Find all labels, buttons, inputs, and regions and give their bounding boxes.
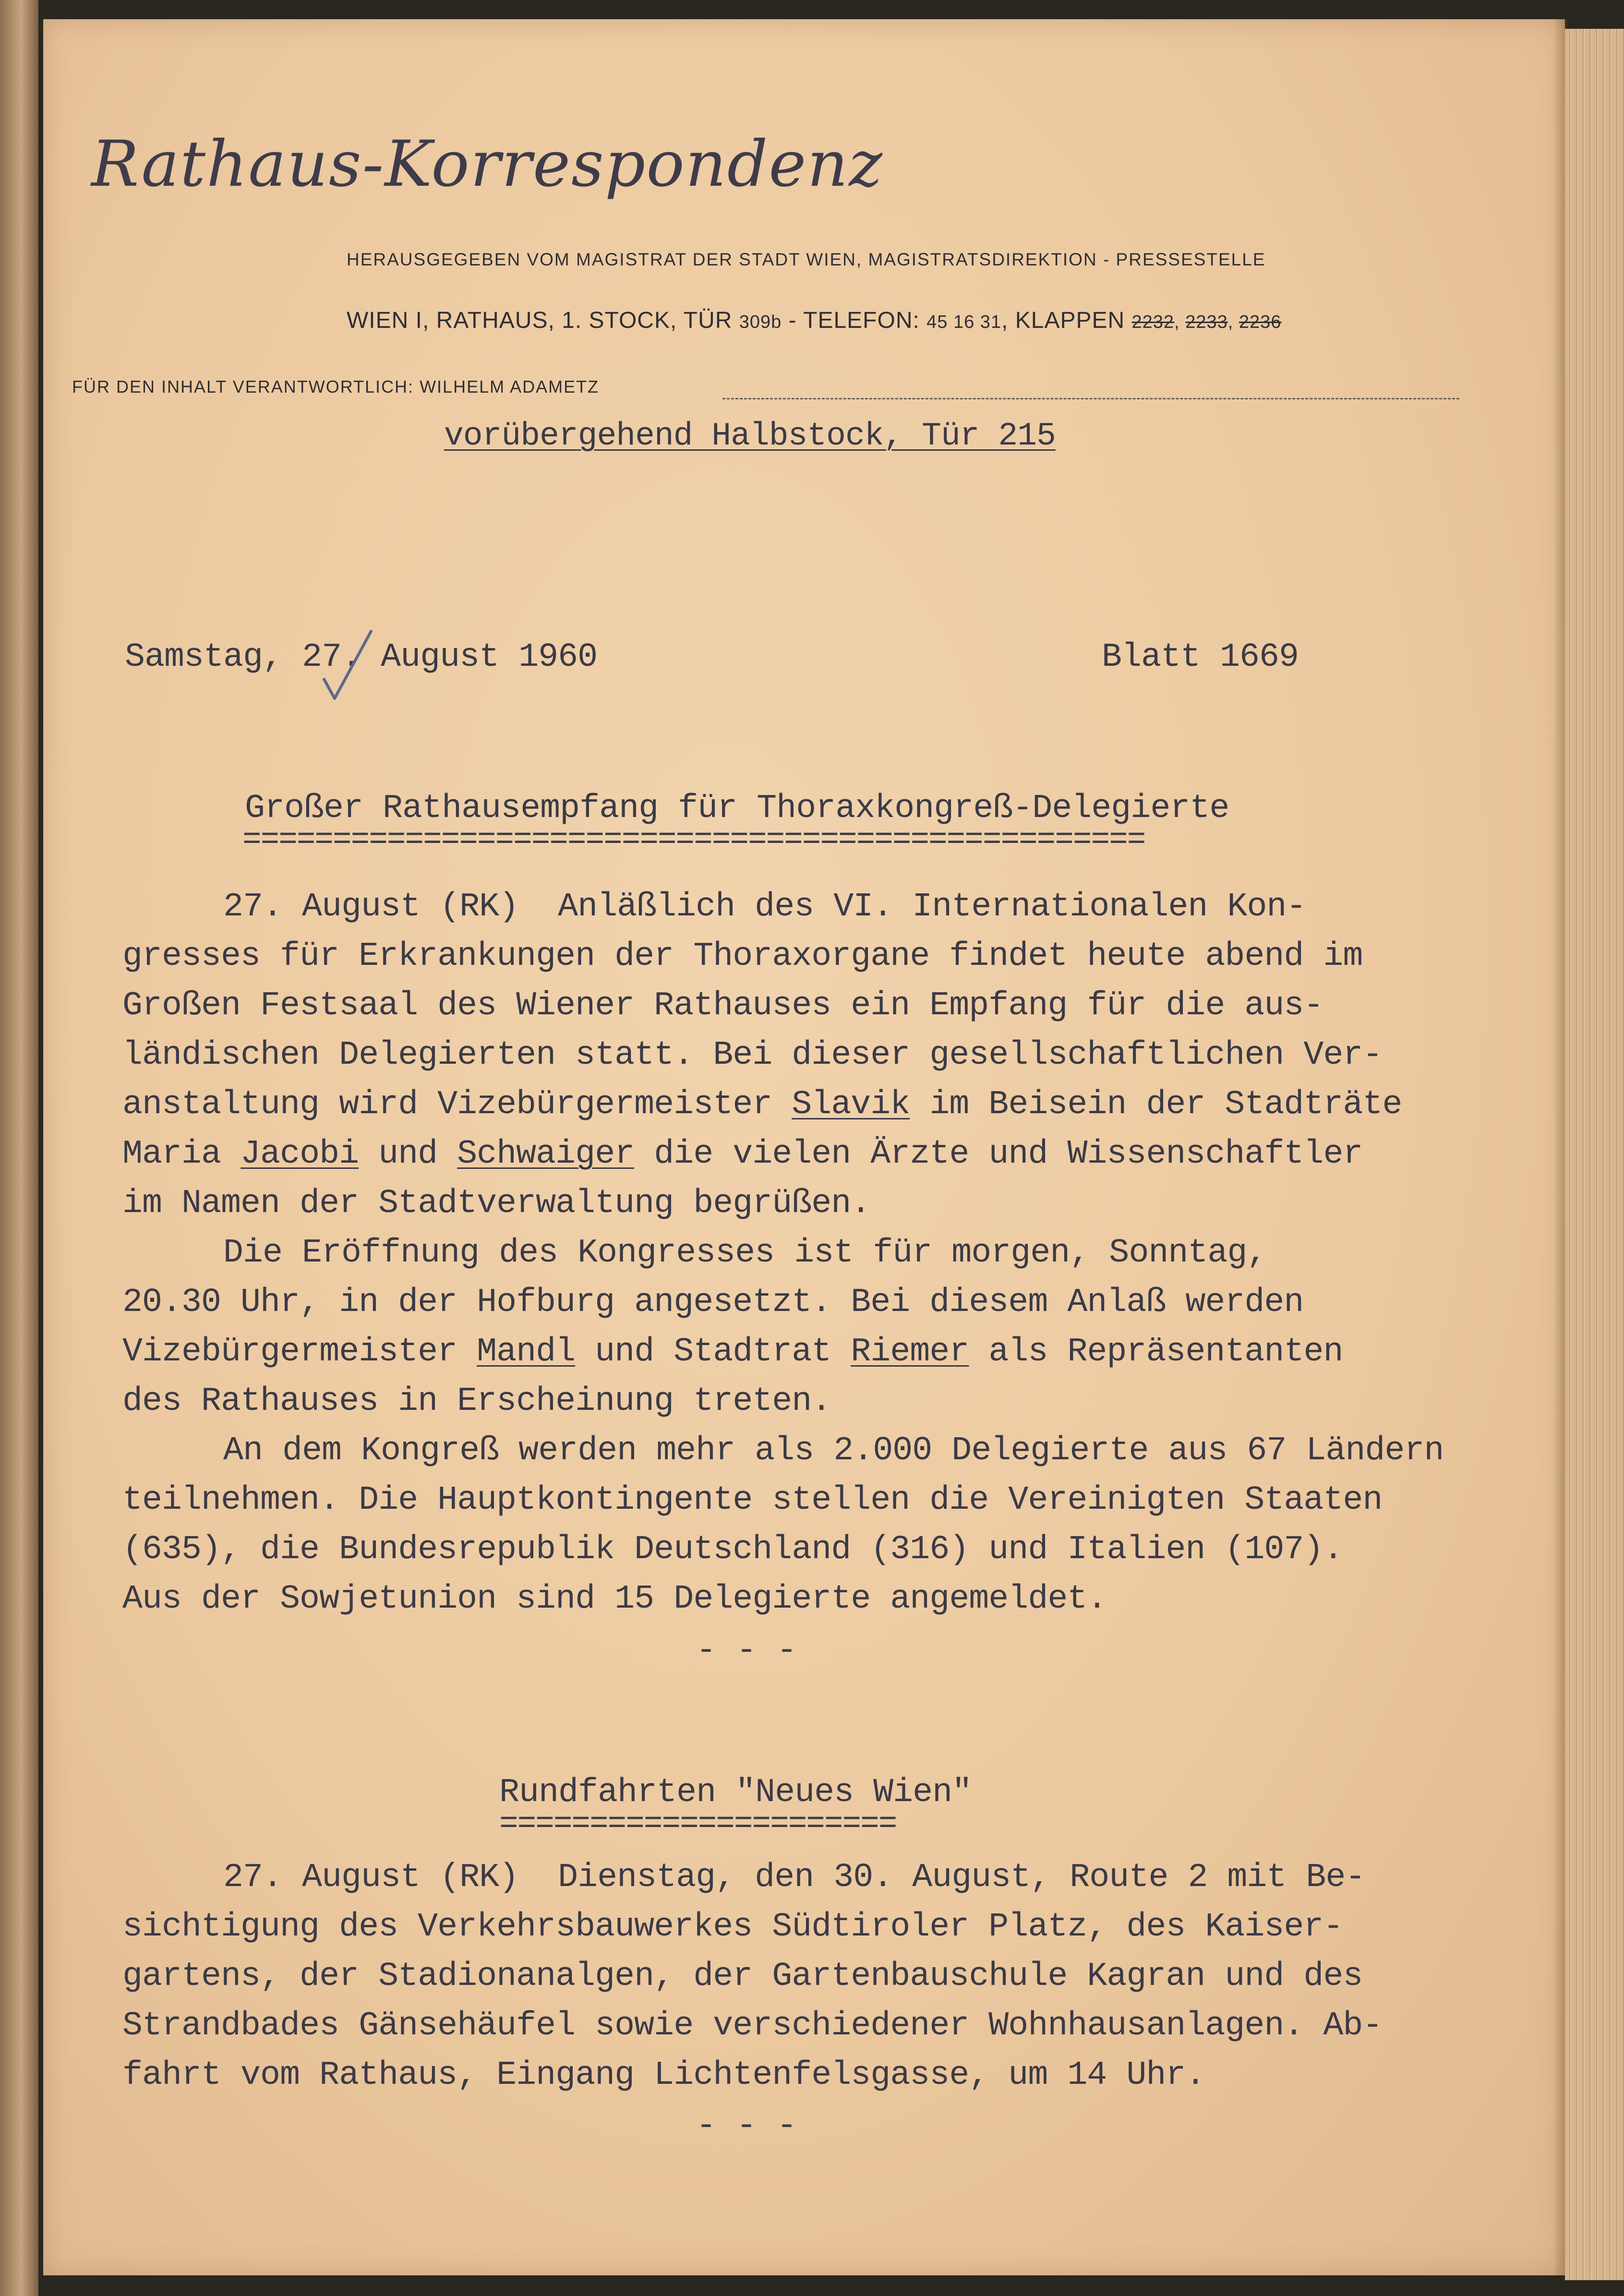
article-1-line — [122, 1135, 1362, 1173]
phone-number: 45 16 31 — [926, 312, 1002, 332]
name-schwaiger: Schwaiger — [457, 1135, 635, 1173]
address-part-b: - TELEFON: — [782, 308, 927, 333]
address-part-a: WIEN I, RATHAUS, 1. STOCK, TÜR — [347, 308, 739, 333]
text-span: Maria — [122, 1135, 241, 1173]
name-riemer: Riemer — [851, 1333, 969, 1371]
previous-page-edge — [0, 0, 38, 2296]
publisher-line: HERAUSGEGEBEN VOM MAGISTRAT DER STADT WIEN, MAGISTRATSDIREKTION - PRESSESTELLE — [347, 250, 1266, 269]
date-line: Samstag, 27. August 1960 — [125, 638, 598, 676]
article-1-headline-underline: ================================================== — [242, 822, 1145, 858]
article-2-line: sichtigung des Verkehrsbauwerkes Südtiroler Platz, des Kaiser- — [122, 1908, 1343, 1946]
text-span: die vielen Ärzte und Wissenschaftler — [634, 1135, 1363, 1173]
article-1-line — [122, 1086, 1402, 1124]
room-number: 309b — [739, 312, 782, 332]
name-mandl: Mandl — [477, 1333, 576, 1371]
klappe-1: 2232 — [1131, 312, 1175, 332]
article-1-line: des Rathauses in Erscheinung treten. — [122, 1382, 831, 1420]
article-1-line: gresses für Erkrankungen der Thoraxorgane findet heute abend im — [122, 938, 1363, 975]
masthead-title: Rathaus-Korrespondenz — [91, 127, 883, 201]
text-span: im Beisein der Stadträte — [910, 1086, 1402, 1124]
text-span: als Repräsentanten — [969, 1333, 1343, 1371]
sheet-number: Blatt 1669 — [1102, 638, 1299, 676]
pencil-check-mark — [319, 626, 377, 703]
article-1-line: teilnehmen. Die Hauptkontingente stellen die Vereinigten Staaten — [122, 1481, 1383, 1519]
article-2-line: Strandbades Gänsehäufel sowie verschiedener Wohnhausanlagen. Ab- — [122, 2007, 1383, 2045]
text-span: und Stadtrat — [575, 1333, 851, 1371]
temporary-location-note: vorübergehend Halbstock, Tür 215 — [444, 418, 1056, 455]
address-line: WIEN I, RATHAUS, 1. STOCK, TÜR 309b - TELEFON: 45 16 31, KLAPPEN 2232, 2233, 2236 — [347, 308, 1282, 333]
text-span: und — [359, 1135, 457, 1173]
name-slavik: Slavik — [792, 1086, 910, 1124]
article-2-line: 27. August (RK) Dienstag, den 30. August, Route 2 mit Be- — [223, 1859, 1365, 1897]
article-1-line: 27. August (RK) Anläßlich des VI. Internationalen Kon- — [223, 888, 1306, 926]
responsible-line: FÜR DEN INHALT VERANTWORTLICH: WILHELM ADAMETZ — [72, 377, 600, 397]
klappen-label: , KLAPPEN — [1001, 308, 1132, 333]
article-2-headline: Rundfahrten "Neues Wien" — [499, 1774, 972, 1812]
article-2-line: fahrt vom Rathaus, Eingang Lichtenfelsgasse, um 14 Uhr. — [122, 2056, 1205, 2094]
article-1-line: im Namen der Stadtverwaltung begrüßen. — [122, 1185, 871, 1223]
article-1-headline: Großer Rathausempfang für Thoraxkongreß-Delegierte — [245, 790, 1229, 828]
text-span: anstaltung wird Vizebürgermeister — [122, 1086, 792, 1124]
article-1-line — [122, 1333, 1343, 1371]
header-rule — [722, 398, 1459, 399]
klappe-3: 2236 — [1239, 312, 1282, 332]
article-1-line: An dem Kongreß werden mehr als 2.000 Delegierte aus 67 Ländern — [223, 1432, 1444, 1470]
text-span: Vizebürgermeister — [122, 1333, 477, 1371]
article-2-headline-underline: ====================== — [499, 1806, 897, 1842]
article-1-end-mark: - - - — [696, 1632, 797, 1670]
article-1-line: (635), die Bundesrepublik Deutschland (316) und Italien (107). — [122, 1531, 1343, 1569]
article-1-line: ländischen Delegierten statt. Bei dieser gesellschaftlichen Ver- — [122, 1036, 1383, 1074]
article-1-line: Die Eröffnung des Kongresses ist für morgen, Sonntag, — [223, 1234, 1267, 1272]
name-jacobi: Jacobi — [241, 1135, 359, 1173]
article-1-line: Aus der Sowjetunion sind 15 Delegierte angemeldet. — [122, 1580, 1107, 1618]
article-1-line: Großen Festsaal des Wiener Rathauses ein Empfang für die aus- — [122, 987, 1323, 1025]
klappe-2: 2233 — [1185, 312, 1228, 332]
article-2-end-mark: - - - — [696, 2107, 797, 2145]
stacked-page-edges — [1565, 29, 1624, 2280]
article-1-line: 20.30 Uhr, in der Hofburg angesetzt. Bei diesem Anlaß werden — [122, 1284, 1304, 1322]
article-2-line: gartens, der Stadionanalgen, der Gartenbauschule Kagran und des — [122, 1958, 1363, 1995]
